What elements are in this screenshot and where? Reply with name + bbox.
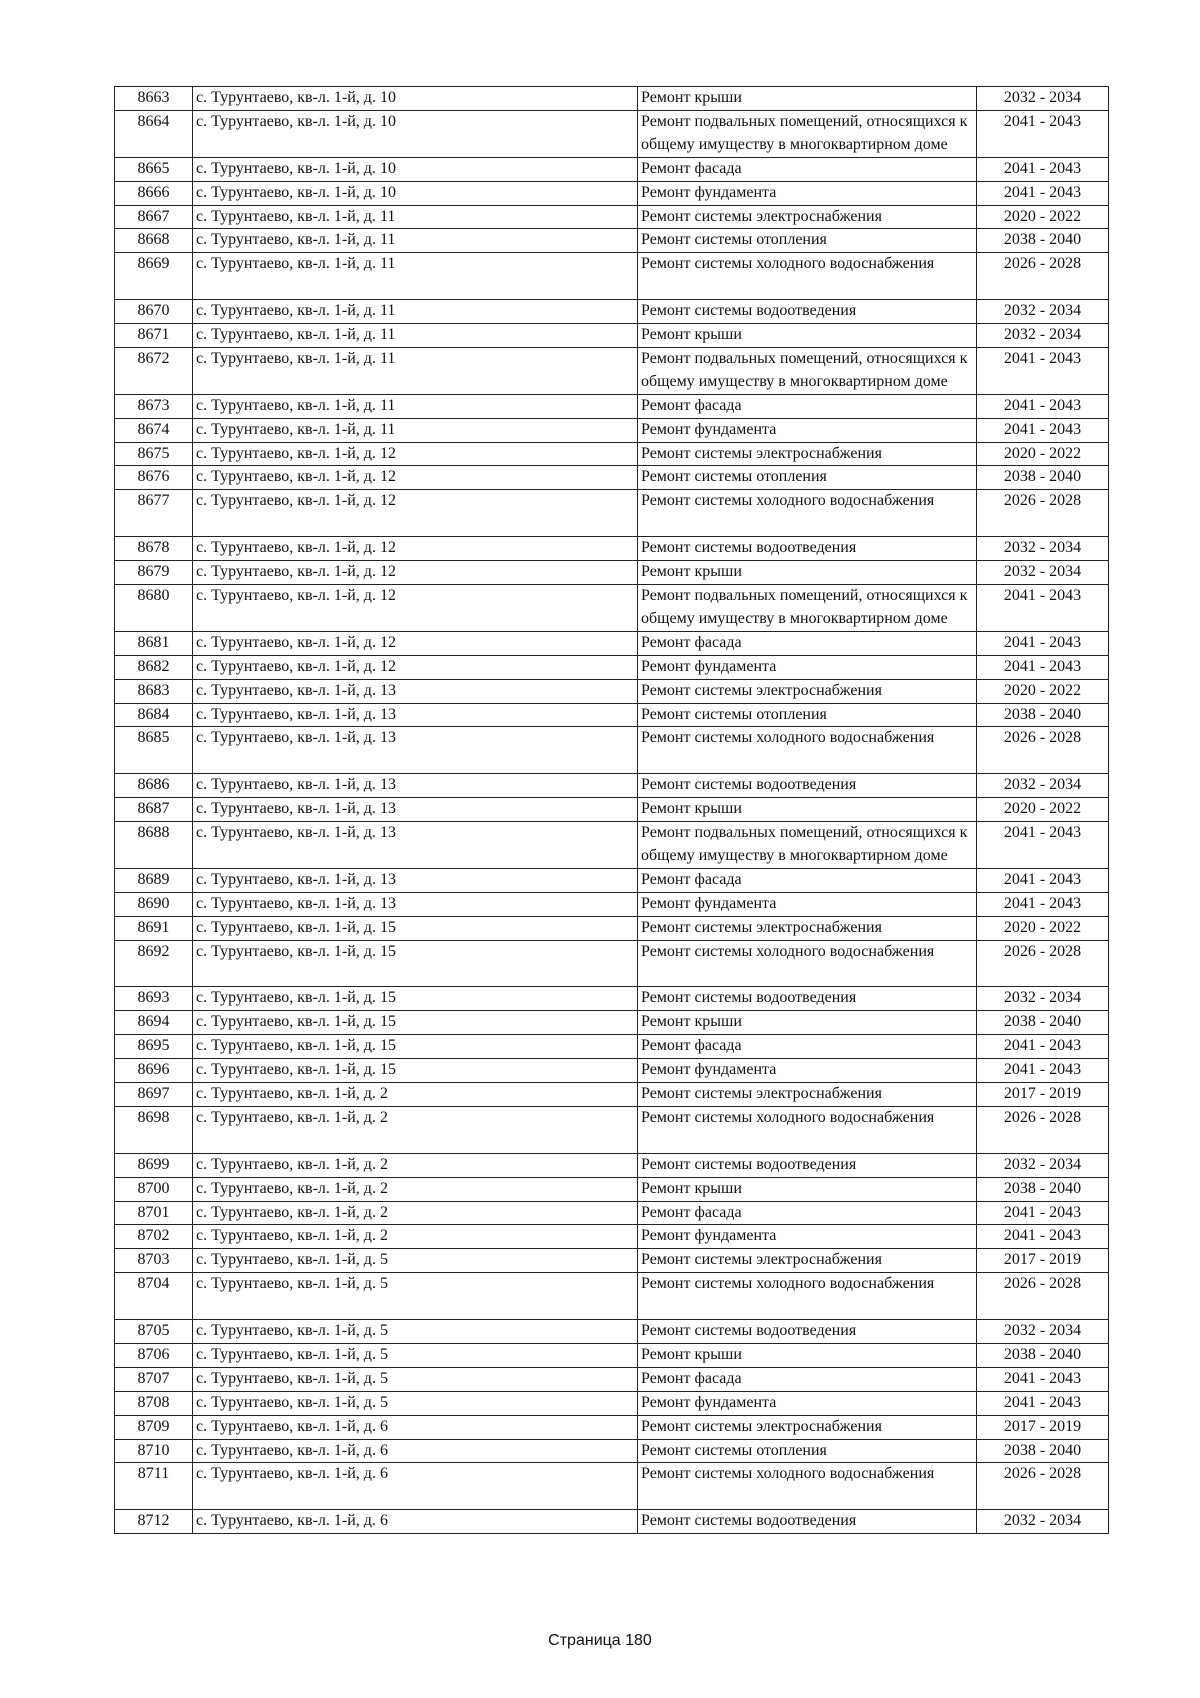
period-cell: 2032 - 2034 [977, 300, 1109, 324]
row-number-cell: 8663 [115, 87, 193, 111]
period-cell: 2038 - 2040 [977, 1439, 1109, 1463]
work-type-cell: Ремонт системы отопления [638, 1439, 977, 1463]
row-number-cell: 8675 [115, 442, 193, 466]
work-type-cell: Ремонт подвальных помещений, относящихся к общему имуществу в многоквартирном доме [638, 110, 977, 157]
period-cell: 2041 - 2043 [977, 585, 1109, 632]
work-type-cell: Ремонт фасада [638, 157, 977, 181]
row-number-cell: 8697 [115, 1083, 193, 1107]
row-number-cell: 8711 [115, 1463, 193, 1510]
period-cell: 2041 - 2043 [977, 1367, 1109, 1391]
period-cell: 2032 - 2034 [977, 1153, 1109, 1177]
table-row [115, 490, 1109, 537]
address-cell: с. Турунтаево, кв-л. 1-й, д. 6 [193, 1439, 638, 1463]
address-cell: с. Турунтаево, кв-л. 1-й, д. 10 [193, 181, 638, 205]
address-cell: с. Турунтаево, кв-л. 1-й, д. 6 [193, 1510, 638, 1534]
table-row [115, 1439, 1109, 1463]
table-row [115, 300, 1109, 324]
address-cell: с. Турунтаево, кв-л. 1-й, д. 5 [193, 1343, 638, 1367]
period-cell: 2020 - 2022 [977, 916, 1109, 940]
work-type-cell: Ремонт системы электроснабжения [638, 916, 977, 940]
period-cell: 2038 - 2040 [977, 703, 1109, 727]
row-number-cell: 8685 [115, 727, 193, 774]
table-row [115, 868, 1109, 892]
work-type-cell: Ремонт системы электроснабжения [638, 205, 977, 229]
address-cell: с. Турунтаево, кв-л. 1-й, д. 6 [193, 1415, 638, 1439]
address-cell: с. Турунтаево, кв-л. 1-й, д. 15 [193, 1059, 638, 1083]
work-type-cell: Ремонт системы водоотведения [638, 1153, 977, 1177]
table-row [115, 181, 1109, 205]
row-number-cell: 8696 [115, 1059, 193, 1083]
work-type-cell: Ремонт фасада [638, 631, 977, 655]
table-row [115, 774, 1109, 798]
row-number-cell: 8695 [115, 1035, 193, 1059]
address-cell: с. Турунтаево, кв-л. 1-й, д. 2 [193, 1083, 638, 1107]
row-number-cell: 8680 [115, 585, 193, 632]
period-cell: 2026 - 2028 [977, 1106, 1109, 1153]
row-number-cell: 8708 [115, 1391, 193, 1415]
address-cell: с. Турунтаево, кв-л. 1-й, д. 13 [193, 703, 638, 727]
work-type-cell: Ремонт фундамента [638, 892, 977, 916]
address-cell: с. Турунтаево, кв-л. 1-й, д. 5 [193, 1320, 638, 1344]
table-row [115, 229, 1109, 253]
table-row [115, 892, 1109, 916]
period-cell: 2032 - 2034 [977, 87, 1109, 111]
row-number-cell: 8710 [115, 1439, 193, 1463]
row-number-cell: 8684 [115, 703, 193, 727]
table-row [115, 585, 1109, 632]
work-type-cell: Ремонт фундамента [638, 1059, 977, 1083]
work-type-cell: Ремонт системы электроснабжения [638, 1249, 977, 1273]
work-type-cell: Ремонт фасада [638, 394, 977, 418]
row-number-cell: 8702 [115, 1225, 193, 1249]
work-type-cell: Ремонт фасада [638, 868, 977, 892]
row-number-cell: 8671 [115, 324, 193, 348]
row-number-cell: 8672 [115, 347, 193, 394]
table-row [115, 418, 1109, 442]
row-number-cell: 8699 [115, 1153, 193, 1177]
work-type-cell: Ремонт подвальных помещений, относящихся к общему имуществу в многоквартирном доме [638, 347, 977, 394]
address-cell: с. Турунтаево, кв-л. 1-й, д. 12 [193, 537, 638, 561]
row-number-cell: 8691 [115, 916, 193, 940]
address-cell: с. Турунтаево, кв-л. 1-й, д. 10 [193, 110, 638, 157]
address-cell: с. Турунтаево, кв-л. 1-й, д. 11 [193, 300, 638, 324]
address-cell: с. Турунтаево, кв-л. 1-й, д. 5 [193, 1367, 638, 1391]
period-cell: 2041 - 2043 [977, 1035, 1109, 1059]
table-row [115, 1083, 1109, 1107]
table-row [115, 466, 1109, 490]
table-row [115, 1106, 1109, 1153]
period-cell: 2020 - 2022 [977, 798, 1109, 822]
period-cell: 2020 - 2022 [977, 442, 1109, 466]
work-type-cell: Ремонт фундамента [638, 181, 977, 205]
work-type-cell: Ремонт системы водоотведения [638, 300, 977, 324]
period-cell: 2041 - 2043 [977, 1391, 1109, 1415]
period-cell: 2041 - 2043 [977, 892, 1109, 916]
period-cell: 2032 - 2034 [977, 324, 1109, 348]
table-row [115, 1463, 1109, 1510]
address-cell: с. Турунтаево, кв-л. 1-й, д. 15 [193, 1035, 638, 1059]
work-type-cell: Ремонт системы электроснабжения [638, 442, 977, 466]
address-cell: с. Турунтаево, кв-л. 1-й, д. 15 [193, 940, 638, 987]
period-cell: 2032 - 2034 [977, 987, 1109, 1011]
period-cell: 2038 - 2040 [977, 1343, 1109, 1367]
period-cell: 2020 - 2022 [977, 679, 1109, 703]
row-number-cell: 8679 [115, 561, 193, 585]
row-number-cell: 8692 [115, 940, 193, 987]
address-cell: с. Турунтаево, кв-л. 1-й, д. 12 [193, 466, 638, 490]
period-cell: 2041 - 2043 [977, 110, 1109, 157]
table-row [115, 822, 1109, 869]
work-type-cell: Ремонт системы водоотведения [638, 1320, 977, 1344]
row-number-cell: 8664 [115, 110, 193, 157]
repair-schedule-table [114, 86, 1109, 1534]
period-cell: 2041 - 2043 [977, 868, 1109, 892]
period-cell: 2038 - 2040 [977, 1177, 1109, 1201]
table-row [115, 940, 1109, 987]
address-cell: с. Турунтаево, кв-л. 1-й, д. 11 [193, 418, 638, 442]
period-cell: 2041 - 2043 [977, 1225, 1109, 1249]
work-type-cell: Ремонт фундамента [638, 655, 977, 679]
address-cell: с. Турунтаево, кв-л. 1-й, д. 15 [193, 1011, 638, 1035]
table-row [115, 655, 1109, 679]
table-row [115, 394, 1109, 418]
address-cell: с. Турунтаево, кв-л. 1-й, д. 13 [193, 822, 638, 869]
period-cell: 2017 - 2019 [977, 1083, 1109, 1107]
period-cell: 2032 - 2034 [977, 1510, 1109, 1534]
table-row [115, 324, 1109, 348]
row-number-cell: 8683 [115, 679, 193, 703]
row-number-cell: 8688 [115, 822, 193, 869]
period-cell: 2032 - 2034 [977, 774, 1109, 798]
work-type-cell: Ремонт системы электроснабжения [638, 679, 977, 703]
period-cell: 2041 - 2043 [977, 394, 1109, 418]
row-number-cell: 8698 [115, 1106, 193, 1153]
row-number-cell: 8673 [115, 394, 193, 418]
table-row [115, 1415, 1109, 1439]
work-type-cell: Ремонт крыши [638, 1011, 977, 1035]
row-number-cell: 8677 [115, 490, 193, 537]
row-number-cell: 8701 [115, 1201, 193, 1225]
work-type-cell: Ремонт системы холодного водоснабжения [638, 1106, 977, 1153]
work-type-cell: Ремонт системы холодного водоснабжения [638, 727, 977, 774]
period-cell: 2041 - 2043 [977, 157, 1109, 181]
work-type-cell: Ремонт системы водоотведения [638, 987, 977, 1011]
address-cell: с. Турунтаево, кв-л. 1-й, д. 5 [193, 1249, 638, 1273]
address-cell: с. Турунтаево, кв-л. 1-й, д. 13 [193, 679, 638, 703]
table-row [115, 442, 1109, 466]
row-number-cell: 8665 [115, 157, 193, 181]
work-type-cell: Ремонт подвальных помещений, относящихся к общему имуществу в многоквартирном доме [638, 822, 977, 869]
table-row [115, 1510, 1109, 1534]
row-number-cell: 8666 [115, 181, 193, 205]
address-cell: с. Турунтаево, кв-л. 1-й, д. 5 [193, 1273, 638, 1320]
work-type-cell: Ремонт системы холодного водоснабжения [638, 1273, 977, 1320]
address-cell: с. Турунтаево, кв-л. 1-й, д. 10 [193, 157, 638, 181]
period-cell: 2026 - 2028 [977, 490, 1109, 537]
period-cell: 2032 - 2034 [977, 561, 1109, 585]
table-row [115, 87, 1109, 111]
table-row [115, 987, 1109, 1011]
work-type-cell: Ремонт системы электроснабжения [638, 1415, 977, 1439]
period-cell: 2041 - 2043 [977, 631, 1109, 655]
row-number-cell: 8689 [115, 868, 193, 892]
table-row [115, 347, 1109, 394]
work-type-cell: Ремонт системы отопления [638, 703, 977, 727]
period-cell: 2041 - 2043 [977, 1059, 1109, 1083]
row-number-cell: 8693 [115, 987, 193, 1011]
table-row [115, 1201, 1109, 1225]
period-cell: 2038 - 2040 [977, 466, 1109, 490]
work-type-cell: Ремонт системы холодного водоснабжения [638, 490, 977, 537]
work-type-cell: Ремонт системы водоотведения [638, 1510, 977, 1534]
table-row [115, 1011, 1109, 1035]
table-row [115, 631, 1109, 655]
period-cell: 2026 - 2028 [977, 727, 1109, 774]
row-number-cell: 8709 [115, 1415, 193, 1439]
table-body [115, 87, 1109, 1534]
address-cell: с. Турунтаево, кв-л. 1-й, д. 11 [193, 253, 638, 300]
row-number-cell: 8690 [115, 892, 193, 916]
table-row [115, 1273, 1109, 1320]
row-number-cell: 8712 [115, 1510, 193, 1534]
row-number-cell: 8706 [115, 1343, 193, 1367]
period-cell: 2032 - 2034 [977, 537, 1109, 561]
table-row [115, 679, 1109, 703]
row-number-cell: 8681 [115, 631, 193, 655]
work-type-cell: Ремонт фундамента [638, 1391, 977, 1415]
address-cell: с. Турунтаево, кв-л. 1-й, д. 5 [193, 1391, 638, 1415]
work-type-cell: Ремонт фасада [638, 1035, 977, 1059]
table-row [115, 1367, 1109, 1391]
work-type-cell: Ремонт системы отопления [638, 229, 977, 253]
work-type-cell: Ремонт системы водоотведения [638, 774, 977, 798]
address-cell: с. Турунтаево, кв-л. 1-й, д. 2 [193, 1153, 638, 1177]
period-cell: 2017 - 2019 [977, 1249, 1109, 1273]
work-type-cell: Ремонт фундамента [638, 1225, 977, 1249]
address-cell: с. Турунтаево, кв-л. 1-й, д. 11 [193, 394, 638, 418]
work-type-cell: Ремонт подвальных помещений, относящихся к общему имуществу в многоквартирном доме [638, 585, 977, 632]
address-cell: с. Турунтаево, кв-л. 1-й, д. 12 [193, 655, 638, 679]
table-row [115, 1249, 1109, 1273]
page-number: Страница 180 [548, 1632, 652, 1649]
period-cell: 2032 - 2034 [977, 1320, 1109, 1344]
table-row [115, 110, 1109, 157]
work-type-cell: Ремонт крыши [638, 87, 977, 111]
period-cell: 2017 - 2019 [977, 1415, 1109, 1439]
address-cell: с. Турунтаево, кв-л. 1-й, д. 11 [193, 347, 638, 394]
row-number-cell: 8668 [115, 229, 193, 253]
table-row [115, 561, 1109, 585]
row-number-cell: 8703 [115, 1249, 193, 1273]
address-cell: с. Турунтаево, кв-л. 1-й, д. 15 [193, 987, 638, 1011]
address-cell: с. Турунтаево, кв-л. 1-й, д. 12 [193, 631, 638, 655]
table-row [115, 916, 1109, 940]
work-type-cell: Ремонт крыши [638, 561, 977, 585]
row-number-cell: 8707 [115, 1367, 193, 1391]
address-cell: с. Турунтаево, кв-л. 1-й, д. 12 [193, 561, 638, 585]
table-row [115, 798, 1109, 822]
period-cell: 2041 - 2043 [977, 822, 1109, 869]
table-row [115, 727, 1109, 774]
period-cell: 2026 - 2028 [977, 1463, 1109, 1510]
address-cell: с. Турунтаево, кв-л. 1-й, д. 2 [193, 1225, 638, 1249]
table-row [115, 157, 1109, 181]
work-type-cell: Ремонт крыши [638, 798, 977, 822]
address-cell: с. Турунтаево, кв-л. 1-й, д. 11 [193, 324, 638, 348]
table-row [115, 1153, 1109, 1177]
row-number-cell: 8694 [115, 1011, 193, 1035]
address-cell: с. Турунтаево, кв-л. 1-й, д. 11 [193, 205, 638, 229]
work-type-cell: Ремонт системы водоотведения [638, 537, 977, 561]
row-number-cell: 8705 [115, 1320, 193, 1344]
address-cell: с. Турунтаево, кв-л. 1-й, д. 13 [193, 798, 638, 822]
period-cell: 2026 - 2028 [977, 940, 1109, 987]
work-type-cell: Ремонт фасада [638, 1201, 977, 1225]
period-cell: 2026 - 2028 [977, 1273, 1109, 1320]
table-row [115, 1035, 1109, 1059]
address-cell: с. Турунтаево, кв-л. 1-й, д. 12 [193, 585, 638, 632]
row-number-cell: 8667 [115, 205, 193, 229]
period-cell: 2038 - 2040 [977, 229, 1109, 253]
work-type-cell: Ремонт крыши [638, 1177, 977, 1201]
work-type-cell: Ремонт фасада [638, 1367, 977, 1391]
address-cell: с. Турунтаево, кв-л. 1-й, д. 10 [193, 87, 638, 111]
address-cell: с. Турунтаево, кв-л. 1-й, д. 6 [193, 1463, 638, 1510]
address-cell: с. Турунтаево, кв-л. 1-й, д. 13 [193, 868, 638, 892]
address-cell: с. Турунтаево, кв-л. 1-й, д. 13 [193, 892, 638, 916]
address-cell: с. Турунтаево, кв-л. 1-й, д. 13 [193, 774, 638, 798]
address-cell: с. Турунтаево, кв-л. 1-й, д. 12 [193, 442, 638, 466]
period-cell: 2041 - 2043 [977, 1201, 1109, 1225]
row-number-cell: 8700 [115, 1177, 193, 1201]
row-number-cell: 8687 [115, 798, 193, 822]
period-cell: 2041 - 2043 [977, 347, 1109, 394]
table-row [115, 1225, 1109, 1249]
period-cell: 2020 - 2022 [977, 205, 1109, 229]
period-cell: 2041 - 2043 [977, 181, 1109, 205]
table-row [115, 1320, 1109, 1344]
work-type-cell: Ремонт системы холодного водоснабжения [638, 1463, 977, 1510]
work-type-cell: Ремонт системы холодного водоснабжения [638, 253, 977, 300]
address-cell: с. Турунтаево, кв-л. 1-й, д. 11 [193, 229, 638, 253]
period-cell: 2041 - 2043 [977, 655, 1109, 679]
period-cell: 2038 - 2040 [977, 1011, 1109, 1035]
table-row [115, 1391, 1109, 1415]
address-cell: с. Турунтаево, кв-л. 1-й, д. 12 [193, 490, 638, 537]
address-cell: с. Турунтаево, кв-л. 1-й, д. 13 [193, 727, 638, 774]
table-row [115, 1059, 1109, 1083]
work-type-cell: Ремонт системы отопления [638, 466, 977, 490]
work-type-cell: Ремонт системы электроснабжения [638, 1083, 977, 1107]
work-type-cell: Ремонт фундамента [638, 418, 977, 442]
table-row [115, 703, 1109, 727]
row-number-cell: 8682 [115, 655, 193, 679]
row-number-cell: 8670 [115, 300, 193, 324]
work-type-cell: Ремонт крыши [638, 1343, 977, 1367]
row-number-cell: 8674 [115, 418, 193, 442]
period-cell: 2026 - 2028 [977, 253, 1109, 300]
table-row [115, 537, 1109, 561]
row-number-cell: 8678 [115, 537, 193, 561]
address-cell: с. Турунтаево, кв-л. 1-й, д. 2 [193, 1177, 638, 1201]
work-type-cell: Ремонт системы холодного водоснабжения [638, 940, 977, 987]
row-number-cell: 8704 [115, 1273, 193, 1320]
row-number-cell: 8686 [115, 774, 193, 798]
table-row [115, 253, 1109, 300]
table-row [115, 205, 1109, 229]
table-row [115, 1177, 1109, 1201]
table-row [115, 1343, 1109, 1367]
address-cell: с. Турунтаево, кв-л. 1-й, д. 2 [193, 1201, 638, 1225]
address-cell: с. Турунтаево, кв-л. 1-й, д. 2 [193, 1106, 638, 1153]
address-cell: с. Турунтаево, кв-л. 1-й, д. 15 [193, 916, 638, 940]
work-type-cell: Ремонт крыши [638, 324, 977, 348]
row-number-cell: 8669 [115, 253, 193, 300]
row-number-cell: 8676 [115, 466, 193, 490]
period-cell: 2041 - 2043 [977, 418, 1109, 442]
